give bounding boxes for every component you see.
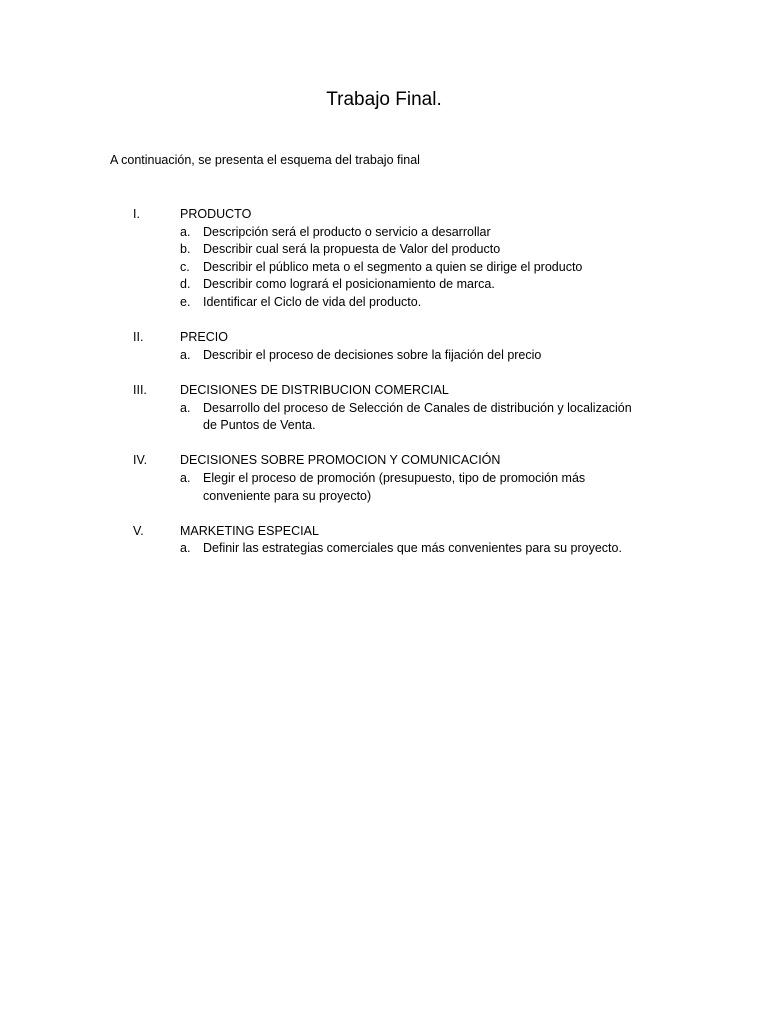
section-items — [133, 400, 673, 435]
item-text: Descripción será el producto o servicio a desarrollar — [203, 224, 491, 239]
section-title: DECISIONES DE DISTRIBUCION COMERCIAL — [180, 382, 449, 397]
item-text: Definir las estrategias comerciales que más convenientes para su proyecto. — [203, 541, 622, 556]
list-item — [133, 241, 673, 259]
list-item — [133, 259, 673, 277]
section-numeral: III. — [133, 382, 147, 397]
section-heading — [133, 452, 673, 470]
section-numeral: I. — [133, 207, 140, 221]
item-text: Desarrollo del proceso de Selección de Canales de distribución y localización de Puntos de Venta. — [203, 400, 632, 433]
outline-section-distribucion — [133, 382, 673, 435]
section-title: DECISIONES SOBRE PROMOCION Y COMUNICACIÓN — [180, 453, 501, 468]
item-letter: a. — [180, 470, 191, 485]
list-item — [133, 294, 673, 312]
outline-section-precio — [133, 329, 673, 364]
section-numeral: II. — [133, 330, 144, 345]
section-numeral: IV. — [133, 453, 148, 468]
item-letter: a. — [180, 224, 191, 239]
item-text: Describir como logrará el posicionamiento de marca. — [203, 277, 495, 292]
outline-section-producto — [133, 206, 673, 312]
intro-paragraph: A continuación, se presenta el esquema del trabajo final — [110, 153, 420, 167]
item-letter: d. — [180, 277, 191, 292]
section-items — [133, 224, 673, 312]
outline-list — [133, 206, 673, 575]
item-text: Elegir el proceso de promoción (presupuesto, tipo de promoción más conveniente para su proyecto) — [203, 470, 586, 503]
list-item — [133, 470, 673, 505]
outline-section-marketing — [133, 523, 673, 558]
list-item — [133, 400, 673, 435]
section-heading — [133, 523, 673, 541]
item-text: Describir cual será la propuesta de Valor del producto — [203, 242, 501, 257]
item-letter: e. — [180, 294, 191, 309]
list-item — [133, 224, 673, 242]
item-text: Describir el público meta o el segmento a quien se dirige el producto — [203, 259, 583, 274]
item-letter: a. — [180, 541, 191, 556]
list-item — [133, 276, 673, 294]
section-items — [133, 347, 673, 365]
section-title: PRODUCTO — [180, 207, 252, 221]
item-letter: b. — [180, 242, 191, 257]
list-item — [133, 347, 673, 365]
section-numeral: V. — [133, 523, 144, 538]
section-heading — [133, 382, 673, 400]
item-text: Describir el proceso de decisiones sobre la fijación del precio — [203, 347, 542, 362]
item-letter: c. — [180, 259, 190, 274]
list-item — [133, 540, 673, 558]
item-letter: a. — [180, 400, 191, 415]
outline-section-promocion — [133, 452, 673, 505]
section-title: MARKETING ESPECIAL — [180, 523, 319, 538]
section-heading — [133, 329, 673, 347]
section-items — [133, 470, 673, 505]
section-title: PRECIO — [180, 330, 228, 345]
section-items — [133, 540, 673, 558]
item-letter: a. — [180, 347, 191, 362]
item-text: Identificar el Ciclo de vida del producto. — [203, 294, 422, 309]
section-heading — [133, 206, 673, 224]
document-title: Trabajo Final. — [326, 89, 442, 110]
